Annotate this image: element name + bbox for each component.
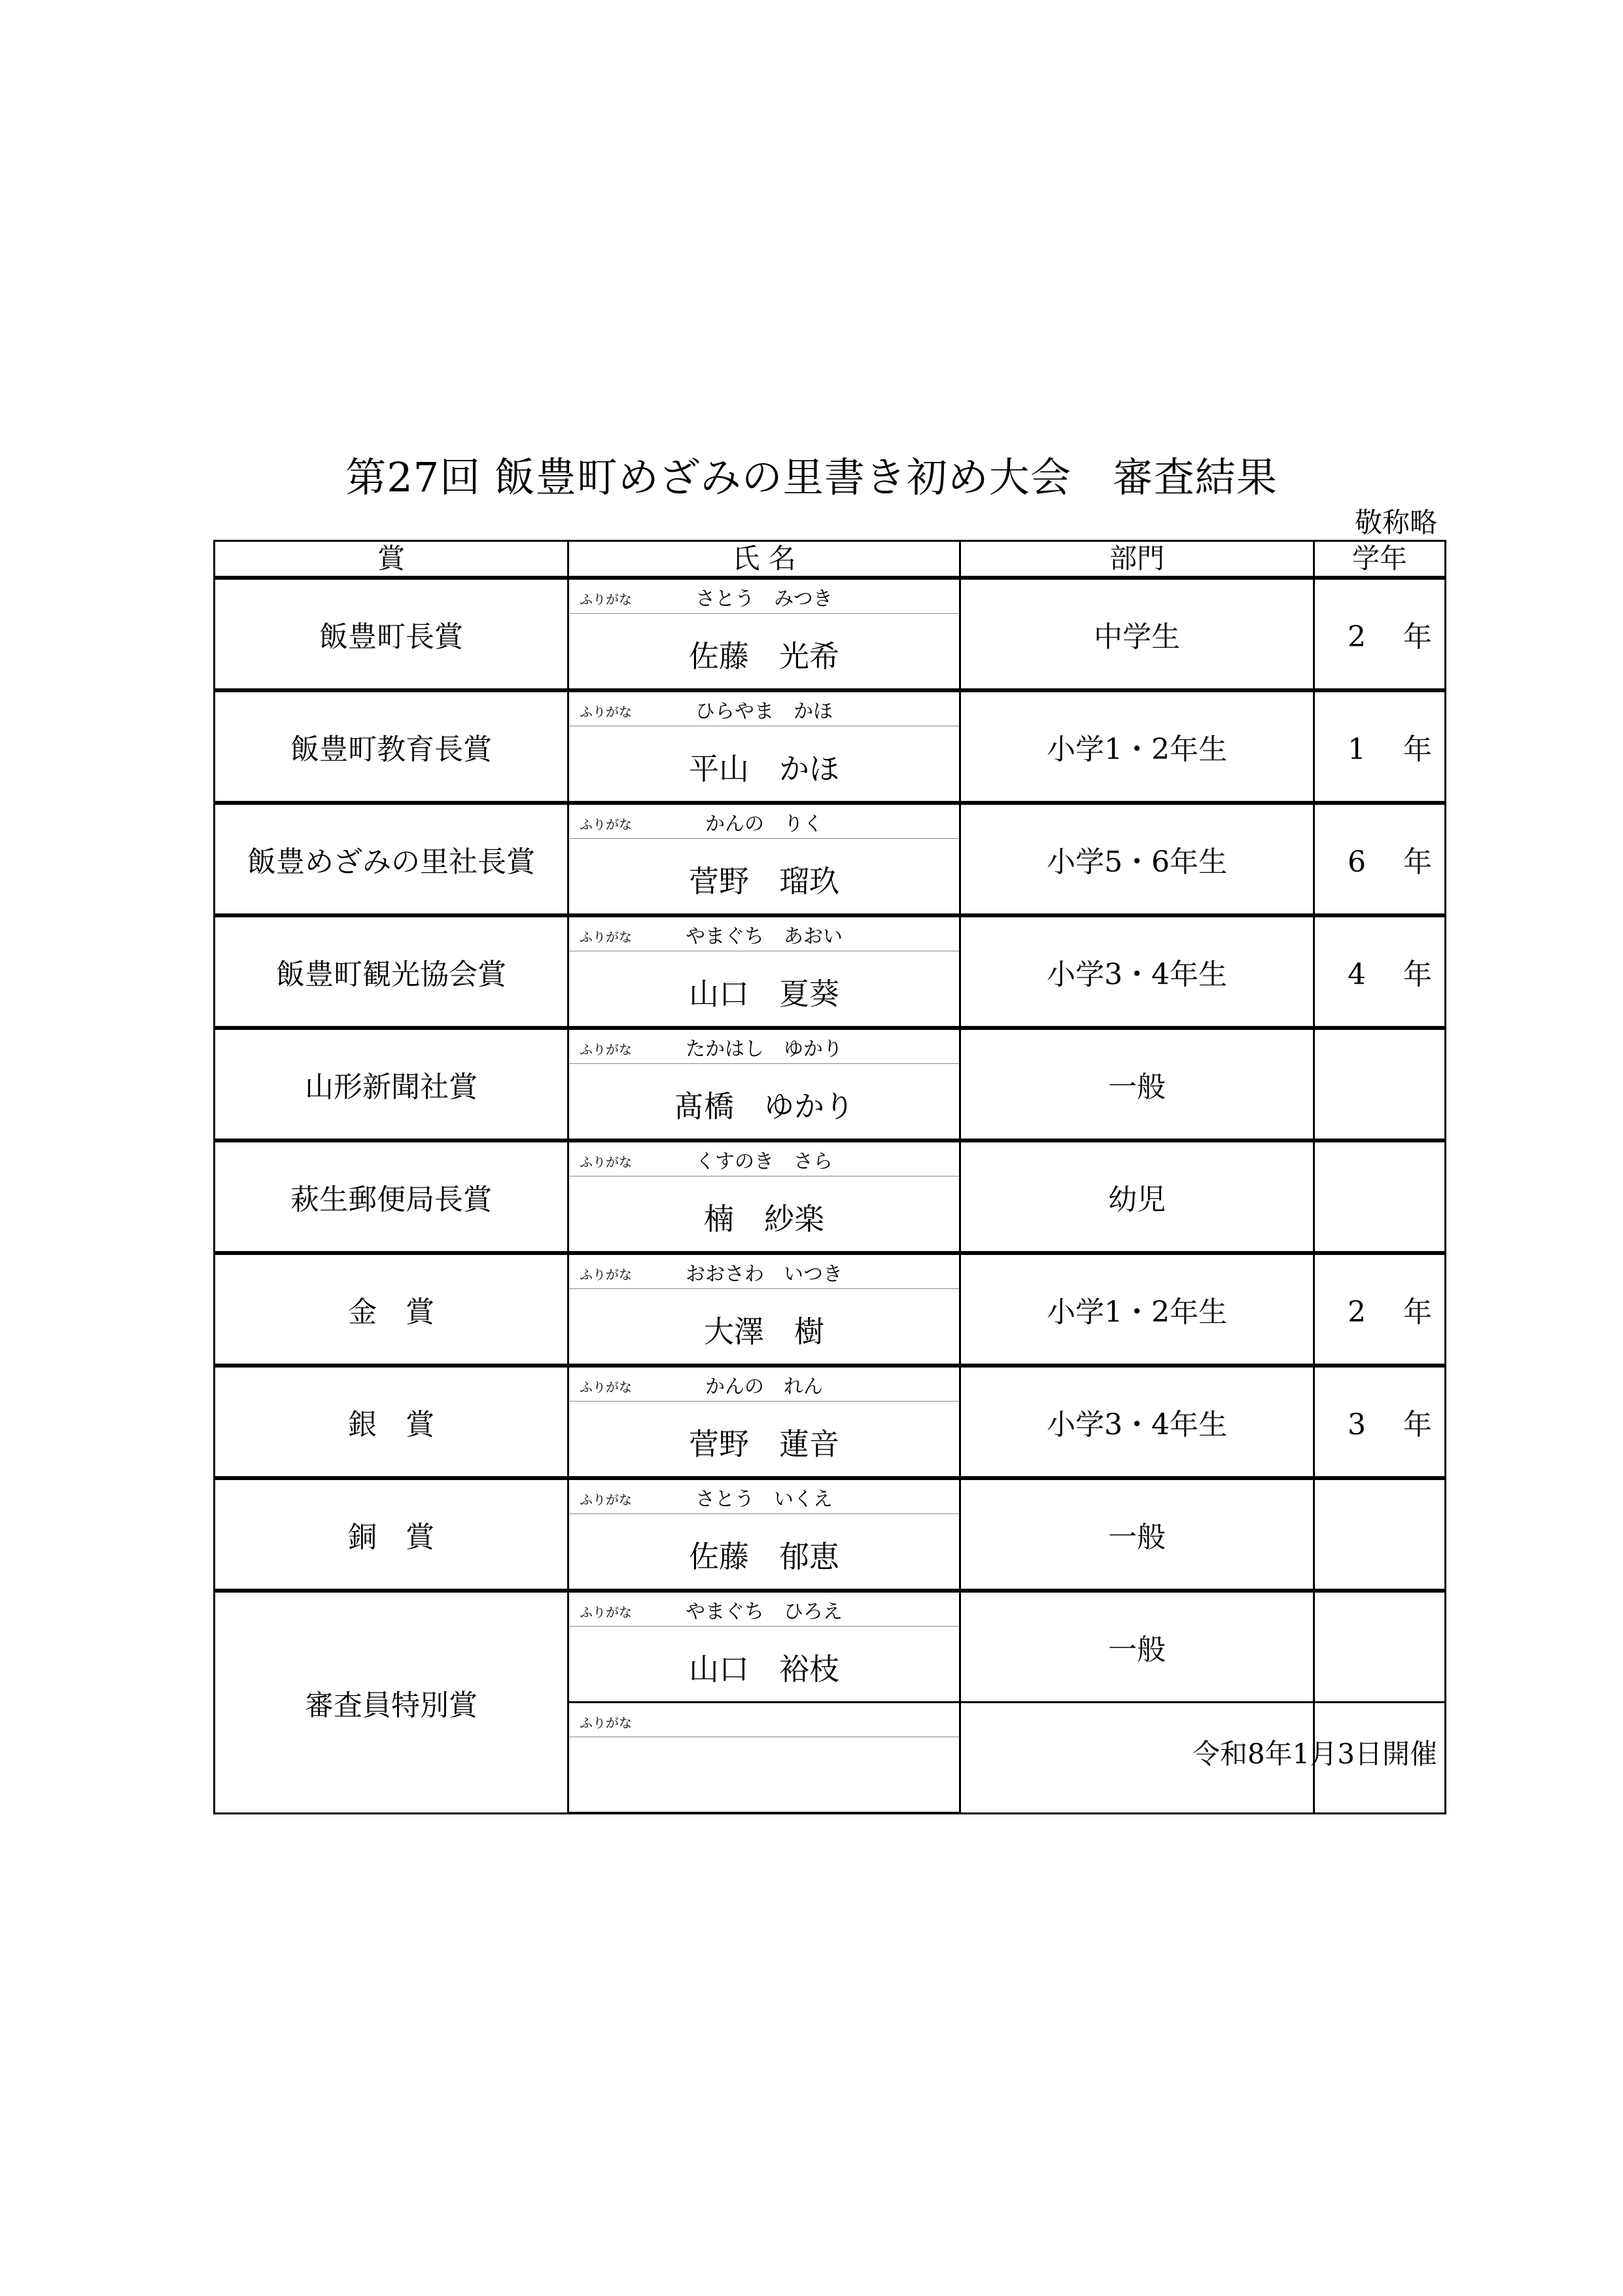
honorific-note: 敬称略 bbox=[1354, 506, 1437, 539]
event-date: 令和8年1月3日開催 bbox=[1192, 1738, 1437, 1770]
participant-name: 佐藤 光希 bbox=[568, 614, 960, 691]
furigana-label: ふりがな bbox=[580, 1267, 632, 1282]
table-row bbox=[215, 690, 1446, 726]
results-table bbox=[213, 540, 1446, 1814]
award-name: 金 賞 bbox=[215, 1253, 568, 1366]
table-row bbox=[215, 578, 1446, 614]
grade-number: 2 bbox=[1348, 620, 1366, 654]
grade-unit: 年 bbox=[1403, 1408, 1432, 1441]
grade-cell bbox=[1314, 1140, 1446, 1253]
department-cell: 一般 bbox=[960, 1028, 1314, 1140]
header-department: 部門 bbox=[960, 541, 1314, 578]
award-name: 審査員特別賞 bbox=[215, 1591, 568, 1813]
table-row bbox=[215, 803, 1446, 839]
table-row bbox=[215, 1253, 1446, 1289]
award-name: 銀 賞 bbox=[215, 1366, 568, 1478]
furigana-value: おおさわ いつき bbox=[686, 1262, 843, 1286]
grade-cell bbox=[1314, 803, 1446, 915]
department-cell: 小学3・4年生 bbox=[960, 915, 1314, 1028]
participant-name: 山口 夏葵 bbox=[568, 951, 960, 1029]
furigana-label: ふりがな bbox=[580, 1379, 632, 1395]
award-name: 銅 賞 bbox=[215, 1478, 568, 1591]
furigana-label: ふりがな bbox=[580, 1604, 632, 1620]
department-cell: 幼児 bbox=[960, 1140, 1314, 1253]
table-row bbox=[215, 1028, 1446, 1064]
grade-number: 4 bbox=[1348, 958, 1366, 991]
header-grade: 学年 bbox=[1314, 541, 1446, 578]
furigana-value: やまぐち あおい bbox=[686, 925, 843, 948]
furigana-label: ふりがな bbox=[580, 1042, 632, 1057]
furigana-label: ふりがな bbox=[580, 592, 632, 607]
award-name: 飯豊町長賞 bbox=[215, 578, 568, 690]
award-name: 萩生郵便局長賞 bbox=[215, 1140, 568, 1253]
award-name: 山形新聞社賞 bbox=[215, 1028, 568, 1140]
grade-unit: 年 bbox=[1403, 958, 1432, 991]
grade-number: 6 bbox=[1348, 845, 1366, 879]
participant-name: 髙橋 ゆかり bbox=[568, 1064, 960, 1141]
department-cell: 中学生 bbox=[960, 578, 1314, 690]
table-row bbox=[215, 1366, 1446, 1402]
department-cell: 小学3・4年生 bbox=[960, 1366, 1314, 1478]
participant-name: 平山 かほ bbox=[568, 726, 960, 804]
header-name: 氏 名 bbox=[568, 541, 960, 578]
award-name: 飯豊めざみの里社長賞 bbox=[215, 803, 568, 915]
furigana-value: やまぐち ひろえ bbox=[686, 1600, 843, 1623]
table-row bbox=[215, 915, 1446, 951]
furigana-cell bbox=[568, 1028, 960, 1064]
grade-number: 2 bbox=[1348, 1296, 1366, 1329]
furigana-value: さとう みつき bbox=[695, 587, 833, 610]
furigana-value: かんの りく bbox=[705, 812, 823, 836]
furigana-value: さとう いくえ bbox=[695, 1487, 833, 1511]
award-name: 飯豊町教育長賞 bbox=[215, 690, 568, 803]
department-cell: 小学5・6年生 bbox=[960, 803, 1314, 915]
furigana-label: ふりがな bbox=[580, 929, 632, 945]
grade-unit: 年 bbox=[1403, 1296, 1432, 1329]
grade-cell bbox=[1314, 1028, 1446, 1140]
table-row bbox=[215, 1478, 1446, 1514]
participant-name: 楠 紗楽 bbox=[568, 1176, 960, 1254]
furigana-cell bbox=[568, 1478, 960, 1514]
grade-cell bbox=[1314, 1591, 1446, 1703]
grade-number: 3 bbox=[1348, 1408, 1366, 1441]
grade-cell bbox=[1314, 1253, 1446, 1366]
furigana-value: ひらやま かほ bbox=[695, 699, 833, 723]
furigana-label: ふりがな bbox=[580, 704, 632, 720]
furigana-cell bbox=[568, 690, 960, 726]
department-cell: 小学1・2年生 bbox=[960, 1253, 1314, 1366]
furigana-cell bbox=[568, 1253, 960, 1289]
furigana-label: ふりがな bbox=[580, 1492, 632, 1508]
furigana-cell bbox=[568, 1140, 960, 1176]
department-cell: 小学1・2年生 bbox=[960, 690, 1314, 803]
grade-cell bbox=[1314, 1478, 1446, 1591]
department-cell: 一般 bbox=[960, 1478, 1314, 1591]
participant-name: 菅野 瑠玖 bbox=[568, 839, 960, 916]
page-title: 第27回 飯豊町めざみの里書き初め大会 審査結果 bbox=[345, 453, 1278, 501]
furigana-cell bbox=[568, 915, 960, 951]
furigana-value: かんの れん bbox=[705, 1375, 823, 1398]
furigana-cell bbox=[568, 1703, 960, 1737]
table-header-row bbox=[215, 541, 1446, 578]
award-name: 飯豊町観光協会賞 bbox=[215, 915, 568, 1028]
furigana-value: くすのき さら bbox=[695, 1150, 833, 1173]
grade-unit: 年 bbox=[1403, 733, 1432, 766]
furigana-cell bbox=[568, 1366, 960, 1402]
table-row bbox=[215, 1591, 1446, 1627]
furigana-label: ふりがな bbox=[580, 1154, 632, 1170]
furigana-cell bbox=[568, 1591, 960, 1627]
participant-name: 山口 裕枝 bbox=[568, 1627, 960, 1703]
header-award: 賞 bbox=[215, 541, 568, 578]
furigana-value: たかはし ゆかり bbox=[686, 1037, 843, 1061]
grade-cell bbox=[1314, 578, 1446, 690]
participant-name: 佐藤 郁恵 bbox=[568, 1514, 960, 1591]
furigana-cell bbox=[568, 578, 960, 614]
grade-number: 1 bbox=[1348, 733, 1366, 766]
grade-cell bbox=[1314, 690, 1446, 803]
table-row bbox=[215, 1140, 1446, 1176]
grade-cell bbox=[1314, 915, 1446, 1028]
participant-name: 大澤 樹 bbox=[568, 1289, 960, 1366]
furigana-cell bbox=[568, 803, 960, 839]
participant-name bbox=[568, 1737, 960, 1814]
department-cell: 一般 bbox=[960, 1591, 1314, 1703]
grade-unit: 年 bbox=[1403, 845, 1432, 879]
grade-cell bbox=[1314, 1366, 1446, 1478]
grade-unit: 年 bbox=[1403, 620, 1432, 654]
participant-name: 菅野 蓮音 bbox=[568, 1402, 960, 1479]
furigana-label: ふりがな bbox=[580, 1715, 632, 1731]
furigana-label: ふりがな bbox=[580, 817, 632, 832]
